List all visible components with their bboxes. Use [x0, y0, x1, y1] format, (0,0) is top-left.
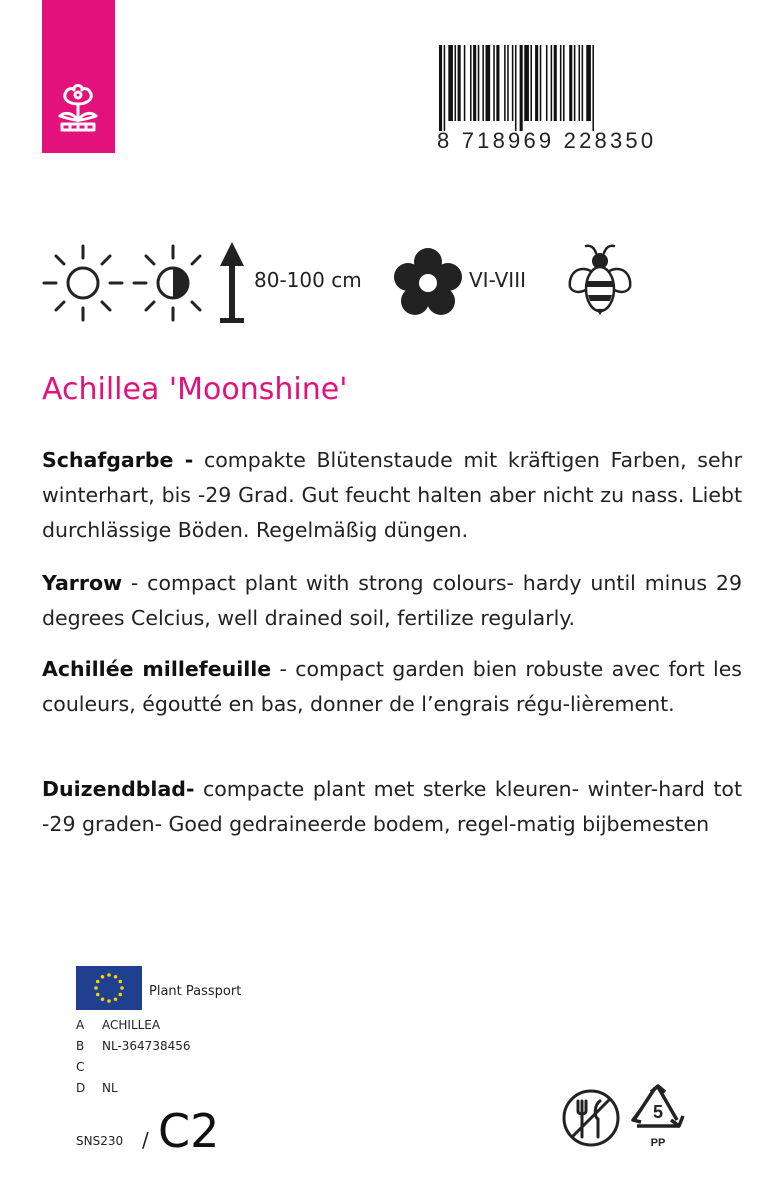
passport-key: A [76, 1018, 85, 1032]
half-sun-icon [130, 240, 216, 326]
passport-key: D [76, 1081, 86, 1095]
description-french [42, 652, 742, 722]
barcode [437, 45, 713, 153]
batch-code: SNS230 [76, 1134, 124, 1148]
barcode-bar [493, 45, 495, 121]
plant-passport [76, 966, 396, 1166]
barcode-bar [563, 45, 565, 121]
barcode-bar [515, 45, 517, 131]
eu-star [118, 993, 122, 997]
product-title: Achillea 'Moonshine' [42, 372, 348, 407]
eu-star [118, 980, 122, 984]
eu-star [101, 997, 105, 1001]
barcode-bar [444, 45, 446, 131]
quality-grade: C2 [158, 1104, 220, 1158]
description-text: compakte Blütenstaude mit kräftigen Farben, sehr winterhart, bis -29 Grad. Gut feucht halten aber nicht zu nass. Liebt durchlässige Böden. Regelmäßig düngen. [42, 448, 742, 542]
barcode-bar [464, 45, 466, 121]
eu-star [107, 999, 111, 1003]
barcode-bar [470, 45, 472, 121]
barcode-bar [546, 45, 548, 121]
description-lead: Duizendblad- [42, 777, 195, 801]
eu-star [107, 973, 111, 977]
batch-separator: / [142, 1128, 149, 1152]
barcode-bar [592, 45, 594, 131]
description-text: - compact plant with strong colours- hardy until minus 29 degrees Celcius, well drained soil, fertilize regularly. [42, 571, 742, 630]
height-arrow-icon [217, 240, 247, 326]
barcode-bar [560, 45, 562, 121]
passport-row-a [76, 1018, 160, 1032]
barcode-bar [455, 45, 457, 121]
barcode-bar [579, 45, 581, 121]
passport-label: Plant Passport [149, 984, 242, 999]
description-text: compacte plant met sterke kleuren- winter-hard tot -29 graden- Goed gedraineerde bodem, regel-matig bijbemesten [42, 777, 742, 836]
barcode-bar [486, 45, 491, 121]
recycle-material: PP [650, 1137, 666, 1149]
barcode-bar [551, 45, 553, 121]
flower-logo-icon [54, 80, 102, 138]
passport-key: C [76, 1060, 85, 1074]
barcode-bar [586, 45, 591, 121]
passport-row-c [76, 1060, 102, 1074]
eu-star [96, 993, 100, 997]
barcode-number: 8 718969 228350 [437, 128, 657, 153]
barcode-bar [524, 45, 529, 121]
passport-value: NL [102, 1081, 118, 1095]
brand-tab [42, 0, 115, 153]
barcode-bar [582, 45, 584, 121]
barcode-bar [478, 45, 480, 121]
recycle-number: 5 [652, 1102, 664, 1122]
eu-star [96, 980, 100, 984]
barcode-bar [554, 45, 557, 121]
description-german [42, 443, 742, 548]
barcode-bar [496, 45, 499, 121]
description-lead: Yarrow [42, 571, 123, 595]
eu-star [101, 975, 105, 979]
passport-row-b [76, 1039, 191, 1053]
barcode-bar [520, 45, 523, 131]
recycle-icon [627, 1082, 689, 1158]
barcode-bar [512, 45, 514, 121]
eu-star [120, 986, 124, 990]
description-lead: Achillée millefeuille [42, 657, 272, 681]
height-text: 80-100 cm [254, 268, 362, 292]
barcode-bars [437, 45, 713, 131]
passport-value: ACHILLEA [102, 1018, 161, 1032]
barcode-bar [530, 45, 532, 121]
barcode-bar [473, 45, 476, 121]
eu-star [94, 986, 98, 990]
barcode-bar [535, 45, 538, 121]
flower-icon [393, 248, 463, 318]
barcode-bar [448, 45, 453, 121]
eu-star [114, 975, 118, 979]
barcode-bar [504, 45, 506, 121]
description-dutch [42, 772, 742, 842]
description-lead: Schafgarbe - [42, 448, 194, 472]
eu-stars [76, 966, 142, 1010]
not-for-food-icon [560, 1087, 622, 1149]
passport-row-d [76, 1081, 118, 1095]
barcode-bar [540, 45, 542, 121]
passport-value: NL-364738456 [102, 1039, 191, 1053]
bee-icon [566, 243, 634, 317]
description-text: - compact garden bien robuste avec fort les couleurs, égoutté en bas, donner de l’engrais régu-lièrement. [42, 657, 742, 716]
flowering-period-text: VI-VIII [469, 268, 527, 292]
sun-icon [40, 240, 126, 326]
barcode-bar [482, 45, 484, 121]
passport-key: B [76, 1039, 85, 1053]
barcode-bar [569, 45, 572, 121]
eu-flag-icon [76, 966, 142, 1010]
barcode-bar [507, 45, 509, 121]
description-english [42, 566, 742, 636]
eu-star [114, 997, 118, 1001]
barcode-bar [458, 45, 461, 121]
barcode-bar [439, 45, 442, 131]
barcode-bar [574, 45, 576, 121]
